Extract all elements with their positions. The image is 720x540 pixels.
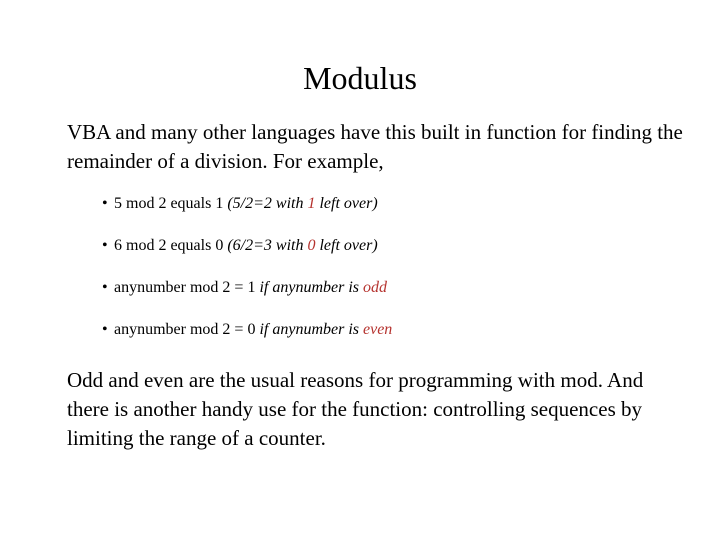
example-note (227, 237, 377, 254)
note-text: (6/2=3 with (227, 237, 308, 254)
bullet-marker: • (102, 279, 108, 296)
note-text: if anynumber is (259, 321, 363, 338)
example-text: anynumber mod 2 = 1 (114, 279, 256, 296)
example-note (259, 279, 387, 296)
note-text: left over) (315, 195, 378, 212)
intro-paragraph: VBA and many other languages have this built in function for finding the remainder of a division. For example, (67, 120, 683, 173)
outro-paragraph: Odd and even are the usual reasons for programming with mod. And there is another handy use for the function: controlling sequences by limiting the range of a counter. (67, 368, 644, 450)
bullet-marker: • (102, 195, 108, 212)
slide-title: Modulus (303, 60, 417, 96)
example-note (259, 321, 392, 338)
list-item (102, 236, 682, 256)
highlighted-value: 0 (307, 237, 316, 254)
list-item (102, 278, 682, 298)
example-text: anynumber mod 2 = 0 (114, 321, 256, 338)
note-text: left over) (315, 237, 378, 254)
list-item (102, 194, 682, 214)
example-text: 5 mod 2 equals 1 (114, 195, 224, 212)
highlighted-value: even (363, 321, 393, 338)
list-item (102, 320, 682, 340)
highlighted-value: odd (363, 279, 387, 296)
note-text: if anynumber is (259, 279, 363, 296)
bullet-marker: • (102, 321, 108, 338)
note-text: (5/2=2 with (227, 195, 308, 212)
highlighted-value: 1 (307, 195, 316, 212)
example-text: 6 mod 2 equals 0 (114, 237, 224, 254)
example-list (102, 194, 682, 362)
example-note (227, 195, 377, 212)
bullet-marker: • (102, 237, 108, 254)
